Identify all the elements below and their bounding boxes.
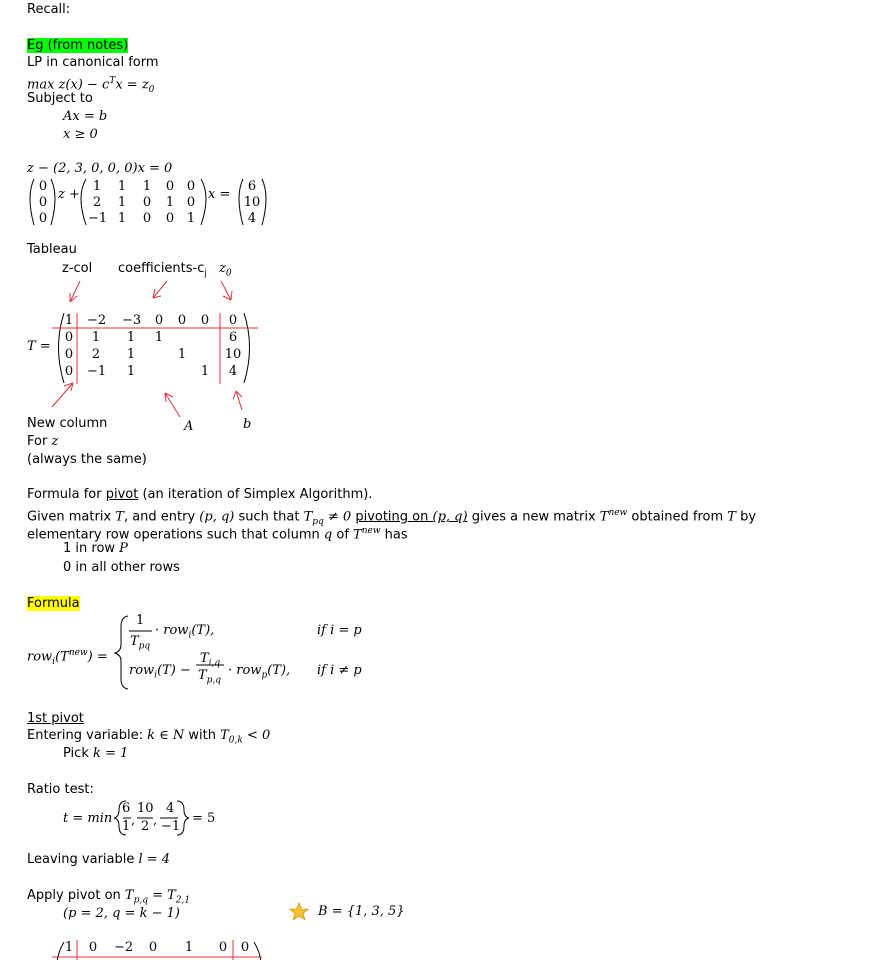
b-label: b xyxy=(243,417,252,432)
new-column-note: For z xyxy=(27,434,59,449)
T-cell: 1 xyxy=(154,330,164,345)
T-cell: 0 xyxy=(177,313,187,328)
objective-equation: $\max z(x) - c^Tx = z_0$ xyxy=(27,76,155,95)
T-cell: 1 xyxy=(126,364,136,379)
basis-set: B = {1, 3, 5} xyxy=(318,904,405,919)
case2-numerator: $T_{i,q}$ xyxy=(200,651,221,669)
case1-numerator: 1 xyxy=(136,613,145,628)
T-cell: 1 xyxy=(126,330,136,345)
T-cell: 0 xyxy=(228,313,238,328)
T-cell: −2 xyxy=(87,313,107,328)
t-min: t = min xyxy=(63,811,113,826)
case2-condition: if i ≠ p xyxy=(317,663,362,678)
A-label: A xyxy=(184,419,194,434)
T-cell: −3 xyxy=(122,313,142,328)
ratio-den: −1 xyxy=(161,819,181,834)
ratio-den: 2 xyxy=(141,819,150,834)
coefficients-label: coefficients-$c_j$ xyxy=(118,261,207,279)
first-pivot-heading: 1st pivot xyxy=(27,711,84,726)
T-cell: 0 xyxy=(64,347,74,362)
ratio-num: 6 xyxy=(122,801,131,816)
T-cell: 1 xyxy=(200,364,210,379)
subject-to-label: Subject to xyxy=(27,91,93,106)
z0-label: $z_0$ xyxy=(219,261,232,279)
T-cell: 0 xyxy=(64,364,74,379)
condition-2: 0 in all other rows xyxy=(63,560,180,575)
ratio-comma: , xyxy=(131,813,136,828)
z-col-label: z-col xyxy=(62,261,93,276)
entering-variable: Entering variable: k ∈ N with $T_{0,k} < 0$ xyxy=(27,728,271,746)
lp-canonical-line: LP in canonical form xyxy=(27,55,159,70)
constraint-nonneg: x ≥ 0 xyxy=(63,127,98,142)
col-vector-entry: 0 xyxy=(38,195,48,210)
recall-heading: Recall: xyxy=(27,2,71,17)
p-q-values: (p = 2, q = k − 1) xyxy=(63,906,180,921)
x-equals: x = xyxy=(208,187,231,202)
case2-expression: row$_i$(T) − xyxy=(129,663,191,681)
T-label: T = xyxy=(27,339,51,354)
apply-pivot: Apply pivot on $T_{p,q} = T_{2,1}$ xyxy=(27,888,191,906)
T-cell: 0 xyxy=(200,313,210,328)
T-cell: −1 xyxy=(87,364,107,379)
T-cell: 0 xyxy=(154,313,164,328)
T-cell: 1 xyxy=(126,347,136,362)
ratio-test-label: Ratio test: xyxy=(27,782,94,797)
z-plus: z + xyxy=(58,187,80,202)
case1-condition: if i = p xyxy=(317,623,362,638)
T-cell: 4 xyxy=(228,364,238,379)
ratio-num: 10 xyxy=(137,801,154,816)
case2-denominator: $T_{p,q}$ xyxy=(198,668,222,686)
tableau-heading: Tableau xyxy=(27,242,77,257)
t-result: = 5 xyxy=(192,811,216,826)
condition-1: 1 in row P xyxy=(63,541,128,556)
pivot-definition: Formula for pivot (an iteration of Simplex Algorithm). xyxy=(27,487,373,502)
case1-denominator: $T_{pq}$ xyxy=(130,634,151,652)
T-cell: 6 xyxy=(228,330,238,345)
new-column-note: (always the same) xyxy=(27,452,147,467)
T-cell: 10 xyxy=(224,347,242,362)
formula-label: Formula xyxy=(27,596,80,611)
new-column-note: New column xyxy=(27,416,108,431)
leaving-variable: Leaving variable l = 4 xyxy=(27,852,171,867)
formula-lhs: $row_i(T^{new})$ = xyxy=(27,648,108,667)
T-cell: 1 xyxy=(64,313,74,328)
example-label: Eg (from notes) xyxy=(27,38,129,53)
col-vector-entry: 0 xyxy=(38,179,48,194)
col-vector-entry: 0 xyxy=(38,211,48,226)
T-cell: 1 xyxy=(91,330,101,345)
case2-rowp: · row$_p$(T), xyxy=(228,663,291,681)
pivot-definition-3: elementary row operations such that column q of $T^{new}$ has xyxy=(27,526,408,543)
pivot-definition-2: Given matrix T, and entry (p, q) such that $T_{pq} \ne 0$ pivoting on (p, q) gives a new matrix $T^{new}$ obtained from T by xyxy=(27,508,757,527)
pick-k: Pick k = 1 xyxy=(63,746,129,761)
ratio-den: 1 xyxy=(122,819,131,834)
T-cell: 1 xyxy=(177,347,187,362)
z-equation: z − (2, 3, 0, 0, 0)x = 0 xyxy=(27,161,173,176)
case1-expression: · row$_i$(T), xyxy=(155,623,215,641)
constraint-ax-b: Ax = b xyxy=(63,109,108,124)
ratio-comma: , xyxy=(153,813,158,828)
T-cell: 0 xyxy=(64,330,74,345)
ratio-num: 4 xyxy=(166,801,175,816)
T-cell: 2 xyxy=(91,347,101,362)
